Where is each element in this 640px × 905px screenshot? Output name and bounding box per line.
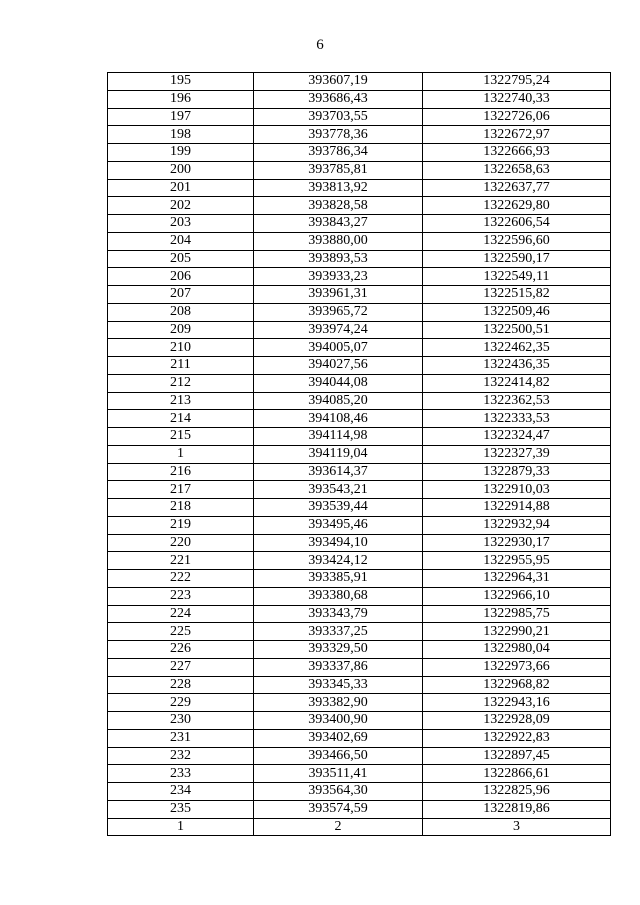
point-number-cell: 234 bbox=[108, 783, 254, 801]
table-row bbox=[108, 445, 611, 463]
coordinates-table bbox=[107, 72, 611, 836]
y-coordinate-cell: 1322897,45 bbox=[423, 747, 611, 765]
y-coordinate-cell: 1322973,66 bbox=[423, 658, 611, 676]
point-number-cell: 219 bbox=[108, 516, 254, 534]
table-row bbox=[108, 570, 611, 588]
x-coordinate-cell: 393778,36 bbox=[254, 126, 423, 144]
x-coordinate-cell: 393813,92 bbox=[254, 179, 423, 197]
y-coordinate-cell: 1322914,88 bbox=[423, 499, 611, 517]
point-number-cell: 220 bbox=[108, 534, 254, 552]
y-coordinate-cell: 1322795,24 bbox=[423, 73, 611, 91]
x-coordinate-cell: 393607,19 bbox=[254, 73, 423, 91]
y-coordinate-cell: 1322414,82 bbox=[423, 374, 611, 392]
x-coordinate-cell: 393343,79 bbox=[254, 605, 423, 623]
point-number-cell: 208 bbox=[108, 303, 254, 321]
point-number-cell: 218 bbox=[108, 499, 254, 517]
x-coordinate-cell: 393385,91 bbox=[254, 570, 423, 588]
point-number-cell: 206 bbox=[108, 268, 254, 286]
table-row bbox=[108, 126, 611, 144]
point-number-cell: 227 bbox=[108, 658, 254, 676]
table-row bbox=[108, 552, 611, 570]
y-coordinate-cell: 1322362,53 bbox=[423, 392, 611, 410]
y-coordinate-cell: 1322985,75 bbox=[423, 605, 611, 623]
point-number-cell: 197 bbox=[108, 108, 254, 126]
point-number-cell: 213 bbox=[108, 392, 254, 410]
table-row bbox=[108, 374, 611, 392]
table-row bbox=[108, 765, 611, 783]
x-coordinate-cell: 393329,50 bbox=[254, 641, 423, 659]
table-row bbox=[108, 712, 611, 730]
point-number-cell: 217 bbox=[108, 481, 254, 499]
x-coordinate-cell: 393466,50 bbox=[254, 747, 423, 765]
table-row bbox=[108, 783, 611, 801]
point-number-cell: 233 bbox=[108, 765, 254, 783]
point-number-cell: 212 bbox=[108, 374, 254, 392]
y-coordinate-cell: 1322436,35 bbox=[423, 357, 611, 375]
point-number-cell: 199 bbox=[108, 144, 254, 162]
table-row bbox=[108, 108, 611, 126]
x-coordinate-cell: 393961,31 bbox=[254, 286, 423, 304]
x-coordinate-cell: 394108,46 bbox=[254, 410, 423, 428]
x-coordinate-cell: 393880,00 bbox=[254, 232, 423, 250]
table-row bbox=[108, 303, 611, 321]
point-number-cell: 226 bbox=[108, 641, 254, 659]
y-coordinate-cell: 1322922,83 bbox=[423, 729, 611, 747]
x-coordinate-cell: 393337,86 bbox=[254, 658, 423, 676]
table-row bbox=[108, 605, 611, 623]
x-coordinate-cell: 393424,12 bbox=[254, 552, 423, 570]
x-coordinate-cell: 393933,23 bbox=[254, 268, 423, 286]
x-coordinate-cell: 393843,27 bbox=[254, 215, 423, 233]
table-row bbox=[108, 250, 611, 268]
table-row bbox=[108, 516, 611, 534]
point-number-cell: 215 bbox=[108, 428, 254, 446]
x-coordinate-cell: 393974,24 bbox=[254, 321, 423, 339]
y-coordinate-cell: 1322509,46 bbox=[423, 303, 611, 321]
table-row bbox=[108, 410, 611, 428]
table-row bbox=[108, 215, 611, 233]
table-row bbox=[108, 481, 611, 499]
point-number-cell: 229 bbox=[108, 694, 254, 712]
y-coordinate-cell: 1322672,97 bbox=[423, 126, 611, 144]
x-coordinate-cell: 393785,81 bbox=[254, 161, 423, 179]
table-row bbox=[108, 747, 611, 765]
x-coordinate-cell: 394085,20 bbox=[254, 392, 423, 410]
table-row bbox=[108, 623, 611, 641]
table-row bbox=[108, 144, 611, 162]
table-row bbox=[108, 587, 611, 605]
column-number-row bbox=[108, 818, 611, 836]
x-coordinate-cell: 394027,56 bbox=[254, 357, 423, 375]
y-coordinate-cell: 1322966,10 bbox=[423, 587, 611, 605]
column-number-cell: 1 bbox=[108, 818, 254, 836]
point-number-cell: 203 bbox=[108, 215, 254, 233]
table-row bbox=[108, 499, 611, 517]
x-coordinate-cell: 393786,34 bbox=[254, 144, 423, 162]
table-row bbox=[108, 286, 611, 304]
table-row bbox=[108, 658, 611, 676]
y-coordinate-cell: 1322866,61 bbox=[423, 765, 611, 783]
point-number-cell: 224 bbox=[108, 605, 254, 623]
y-coordinate-cell: 1322606,54 bbox=[423, 215, 611, 233]
table-row bbox=[108, 392, 611, 410]
table-row bbox=[108, 694, 611, 712]
point-number-cell: 200 bbox=[108, 161, 254, 179]
y-coordinate-cell: 1322910,03 bbox=[423, 481, 611, 499]
y-coordinate-cell: 1322327,39 bbox=[423, 445, 611, 463]
point-number-cell: 222 bbox=[108, 570, 254, 588]
point-number-cell: 225 bbox=[108, 623, 254, 641]
x-coordinate-cell: 393828,58 bbox=[254, 197, 423, 215]
point-number-cell: 214 bbox=[108, 410, 254, 428]
point-number-cell: 198 bbox=[108, 126, 254, 144]
point-number-cell: 204 bbox=[108, 232, 254, 250]
y-coordinate-cell: 1322637,77 bbox=[423, 179, 611, 197]
x-coordinate-cell: 394005,07 bbox=[254, 339, 423, 357]
table-row bbox=[108, 428, 611, 446]
table-row bbox=[108, 339, 611, 357]
table-row bbox=[108, 357, 611, 375]
y-coordinate-cell: 1322549,11 bbox=[423, 268, 611, 286]
point-number-cell: 232 bbox=[108, 747, 254, 765]
page-number: 6 bbox=[316, 37, 324, 53]
y-coordinate-cell: 1322955,95 bbox=[423, 552, 611, 570]
table-row bbox=[108, 161, 611, 179]
y-coordinate-cell: 1322515,82 bbox=[423, 286, 611, 304]
table-row bbox=[108, 179, 611, 197]
y-coordinate-cell: 1322596,60 bbox=[423, 232, 611, 250]
point-number-cell: 211 bbox=[108, 357, 254, 375]
point-number-cell: 205 bbox=[108, 250, 254, 268]
table-row bbox=[108, 463, 611, 481]
y-coordinate-cell: 1322930,17 bbox=[423, 534, 611, 552]
point-number-cell: 223 bbox=[108, 587, 254, 605]
x-coordinate-cell: 394119,04 bbox=[254, 445, 423, 463]
y-coordinate-cell: 1322324,47 bbox=[423, 428, 611, 446]
point-number-cell: 231 bbox=[108, 729, 254, 747]
y-coordinate-cell: 1322932,94 bbox=[423, 516, 611, 534]
y-coordinate-cell: 1322879,33 bbox=[423, 463, 611, 481]
x-coordinate-cell: 393893,53 bbox=[254, 250, 423, 268]
x-coordinate-cell: 394044,08 bbox=[254, 374, 423, 392]
x-coordinate-cell: 393574,59 bbox=[254, 800, 423, 818]
x-coordinate-cell: 393402,69 bbox=[254, 729, 423, 747]
x-coordinate-cell: 393494,10 bbox=[254, 534, 423, 552]
x-coordinate-cell: 393511,41 bbox=[254, 765, 423, 783]
x-coordinate-cell: 393543,21 bbox=[254, 481, 423, 499]
y-coordinate-cell: 1322726,06 bbox=[423, 108, 611, 126]
y-coordinate-cell: 1322943,16 bbox=[423, 694, 611, 712]
table-row bbox=[108, 800, 611, 818]
point-number-cell: 196 bbox=[108, 90, 254, 108]
y-coordinate-cell: 1322964,31 bbox=[423, 570, 611, 588]
point-number-cell: 228 bbox=[108, 676, 254, 694]
table-row bbox=[108, 676, 611, 694]
point-number-cell: 195 bbox=[108, 73, 254, 91]
point-number-cell: 221 bbox=[108, 552, 254, 570]
x-coordinate-cell: 394114,98 bbox=[254, 428, 423, 446]
x-coordinate-cell: 393382,90 bbox=[254, 694, 423, 712]
x-coordinate-cell: 393400,90 bbox=[254, 712, 423, 730]
x-coordinate-cell: 393614,37 bbox=[254, 463, 423, 481]
table-body bbox=[108, 73, 611, 836]
table-row bbox=[108, 268, 611, 286]
point-number-cell: 209 bbox=[108, 321, 254, 339]
x-coordinate-cell: 393337,25 bbox=[254, 623, 423, 641]
y-coordinate-cell: 1322462,35 bbox=[423, 339, 611, 357]
y-coordinate-cell: 1322825,96 bbox=[423, 783, 611, 801]
y-coordinate-cell: 1322980,04 bbox=[423, 641, 611, 659]
y-coordinate-cell: 1322819,86 bbox=[423, 800, 611, 818]
column-number-cell: 3 bbox=[423, 818, 611, 836]
table-row bbox=[108, 90, 611, 108]
y-coordinate-cell: 1322500,51 bbox=[423, 321, 611, 339]
table-row bbox=[108, 534, 611, 552]
x-coordinate-cell: 393380,68 bbox=[254, 587, 423, 605]
x-coordinate-cell: 393686,43 bbox=[254, 90, 423, 108]
point-number-cell: 1 bbox=[108, 445, 254, 463]
x-coordinate-cell: 393965,72 bbox=[254, 303, 423, 321]
point-number-cell: 235 bbox=[108, 800, 254, 818]
point-number-cell: 216 bbox=[108, 463, 254, 481]
table-row bbox=[108, 232, 611, 250]
y-coordinate-cell: 1322590,17 bbox=[423, 250, 611, 268]
y-coordinate-cell: 1322629,80 bbox=[423, 197, 611, 215]
y-coordinate-cell: 1322333,53 bbox=[423, 410, 611, 428]
table-row bbox=[108, 197, 611, 215]
y-coordinate-cell: 1322740,33 bbox=[423, 90, 611, 108]
y-coordinate-cell: 1322666,93 bbox=[423, 144, 611, 162]
point-number-cell: 201 bbox=[108, 179, 254, 197]
point-number-cell: 207 bbox=[108, 286, 254, 304]
x-coordinate-cell: 393345,33 bbox=[254, 676, 423, 694]
point-number-cell: 230 bbox=[108, 712, 254, 730]
y-coordinate-cell: 1322658,63 bbox=[423, 161, 611, 179]
x-coordinate-cell: 393703,55 bbox=[254, 108, 423, 126]
y-coordinate-cell: 1322968,82 bbox=[423, 676, 611, 694]
table-row bbox=[108, 73, 611, 91]
y-coordinate-cell: 1322928,09 bbox=[423, 712, 611, 730]
x-coordinate-cell: 393539,44 bbox=[254, 499, 423, 517]
table-row bbox=[108, 641, 611, 659]
x-coordinate-cell: 393564,30 bbox=[254, 783, 423, 801]
point-number-cell: 202 bbox=[108, 197, 254, 215]
y-coordinate-cell: 1322990,21 bbox=[423, 623, 611, 641]
table-row bbox=[108, 321, 611, 339]
table-row bbox=[108, 729, 611, 747]
column-number-cell: 2 bbox=[254, 818, 423, 836]
x-coordinate-cell: 393495,46 bbox=[254, 516, 423, 534]
point-number-cell: 210 bbox=[108, 339, 254, 357]
